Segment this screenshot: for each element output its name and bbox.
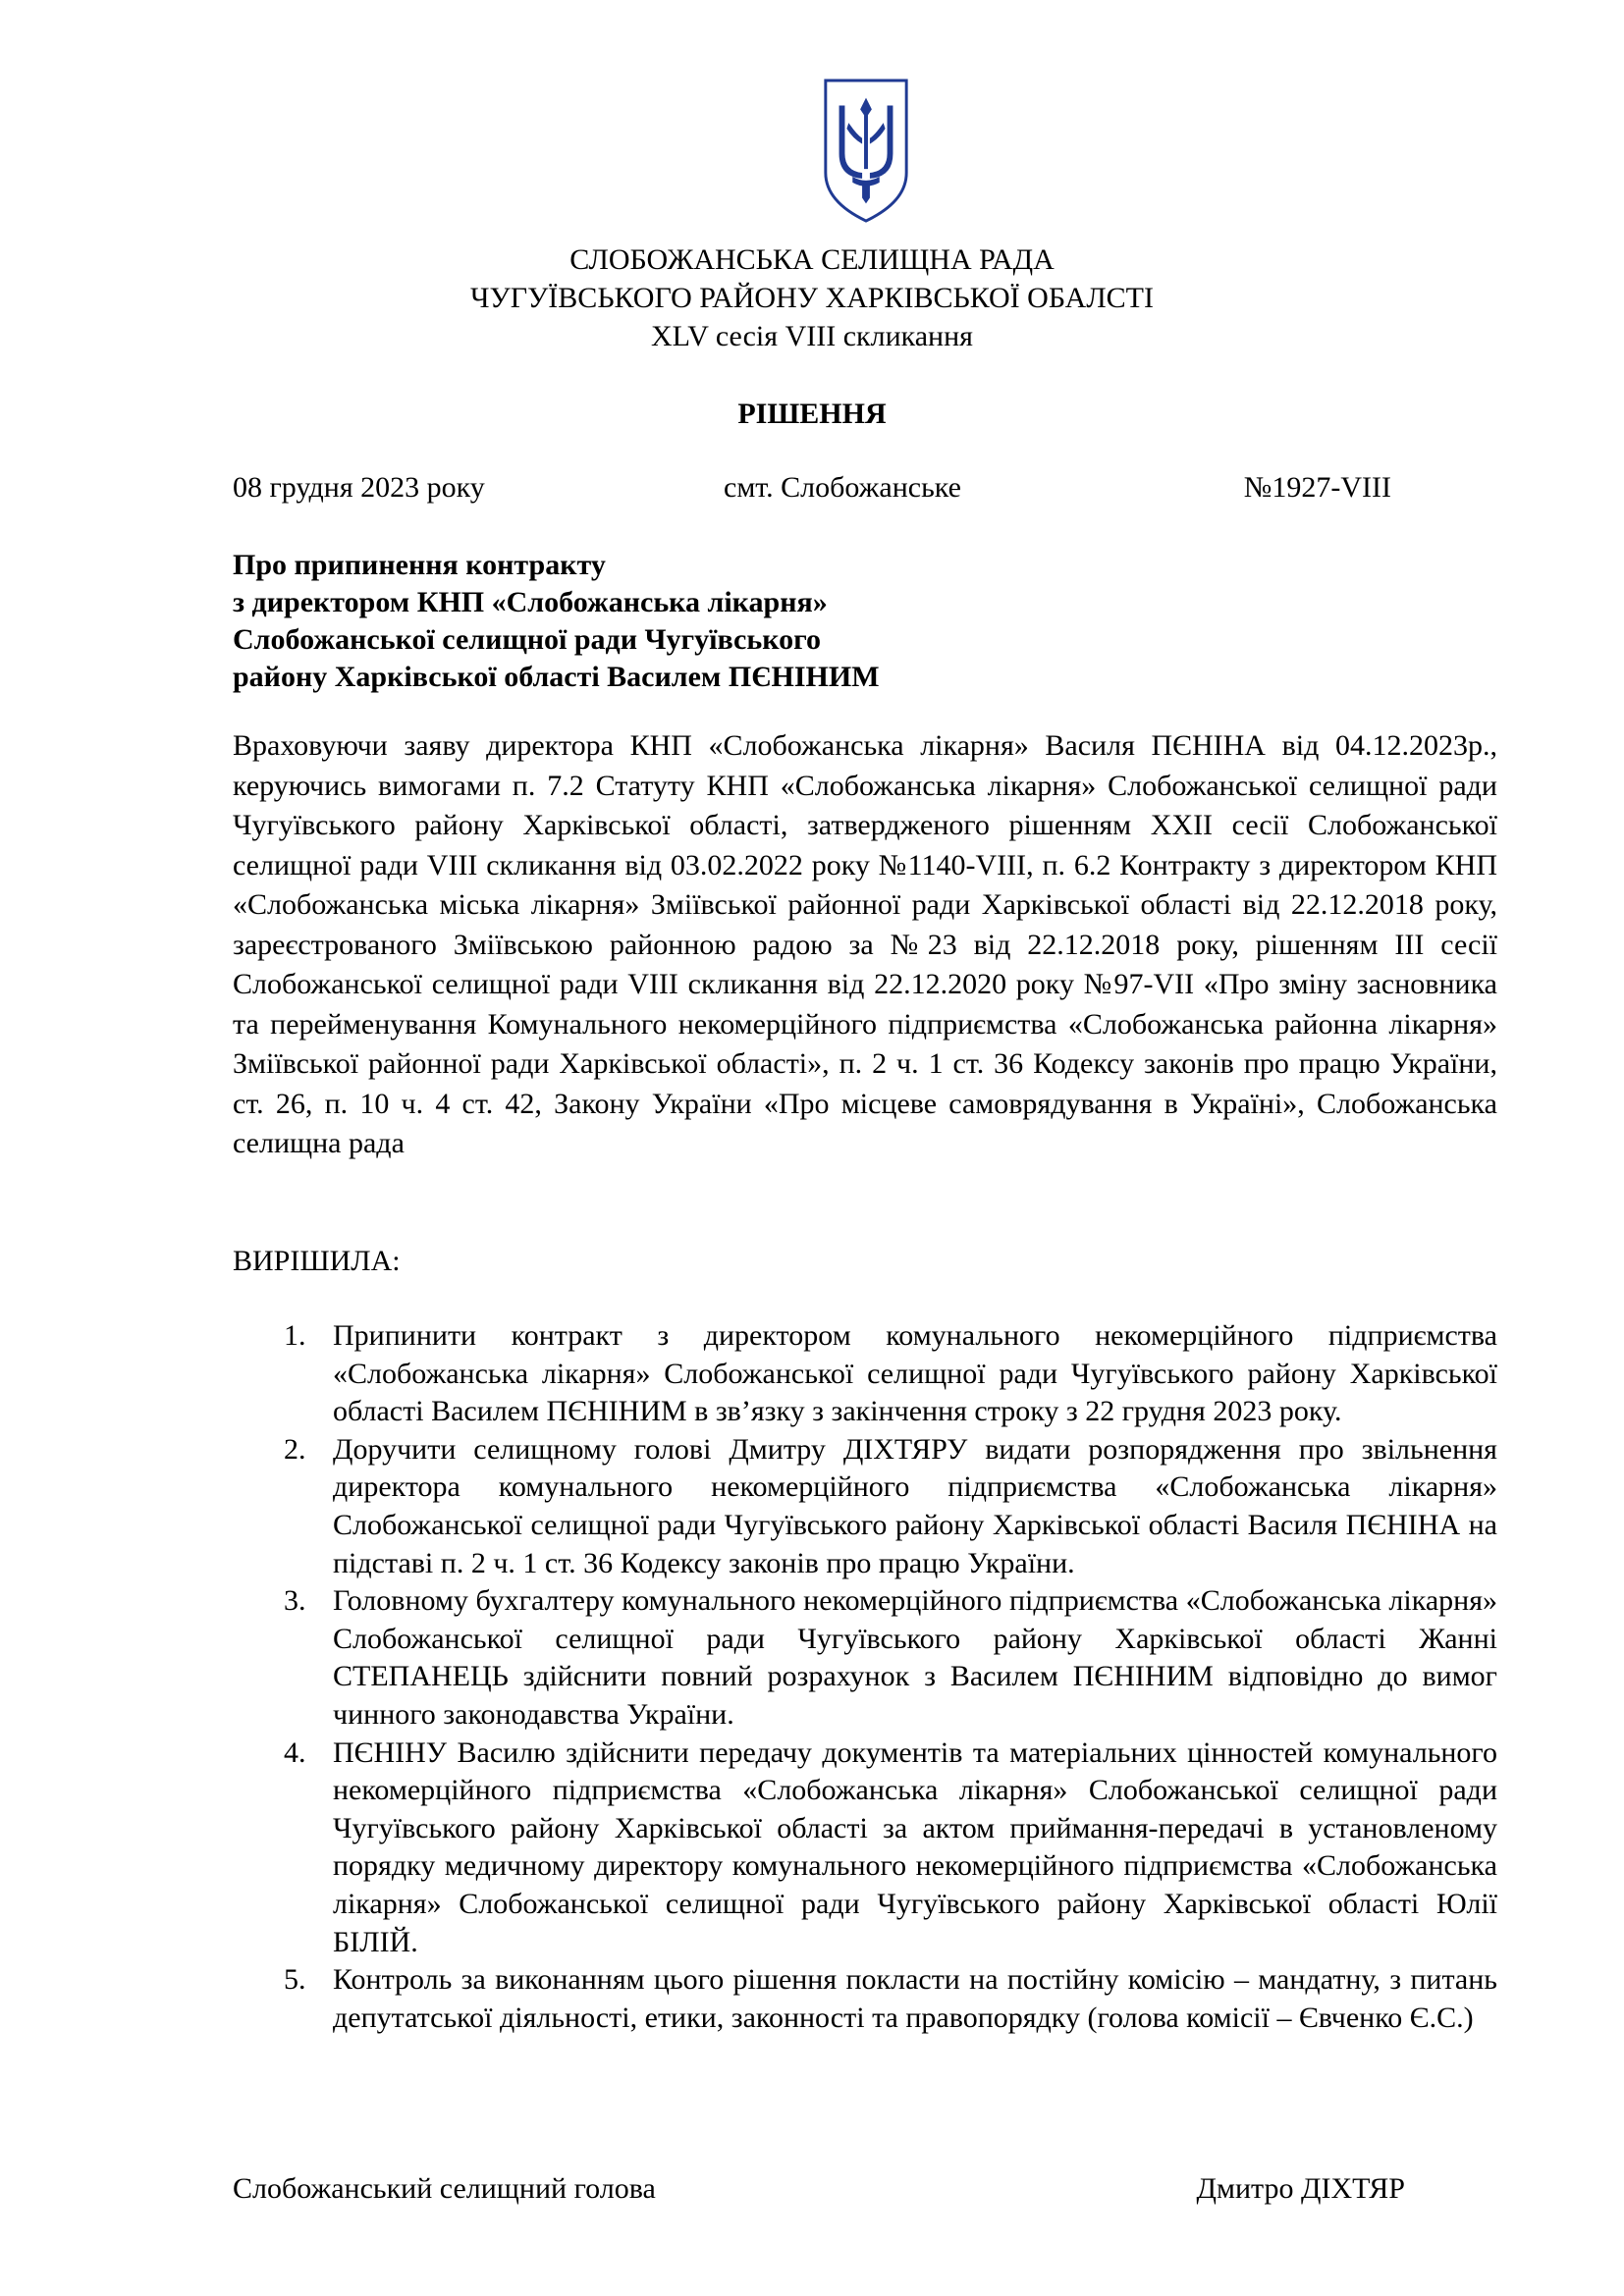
session-name: XLV сесія VIII скликання xyxy=(651,320,973,352)
decision-item xyxy=(233,1735,1497,1962)
item-text: Головному бухгалтеру комунального некомерційного підприємства «Слобожанська лікарня» Слобожанської селищної ради Чугуївського району Харківської області Жанні СТЕПАНЕЦЬ здійснити повний розрахунок з Василем ПЄНІНИМ відповідно до вимог чинного законодавства України. xyxy=(333,1584,1497,1731)
district-name: ЧУГУЇВСЬКОГО РАЙОНУ ХАРКІВСЬКОЇ ОБАЛСТІ xyxy=(469,282,1154,314)
item-text: Доручити селищному голові Дмитру ДІХТЯРУ видати розпорядження про звільнення директора комунального некомерційного підприємства «Слобожанська лікарня» Слобожанської селищної ради Чугуївського району Харківської області Василя ПЄНІНА на підставі п. 2 ч. 1 ст. 36 Кодексу законів про працю України. xyxy=(333,1432,1497,1579)
subject-line: з директором КНП «Слобожанська лікарня» xyxy=(233,586,828,618)
signatory-position: Слобожанський селищний голова xyxy=(233,2172,656,2205)
item-text: Контроль за виконанням цього рішення покласти на постійну комісію – мандатну, з питань депутатської діяльності, етики, законності та правопорядку (голова комісії – Євченко Є.С.) xyxy=(333,1963,1497,2034)
document-date: 08 грудня 2023 року xyxy=(233,471,485,504)
signature-block xyxy=(233,2169,1405,2208)
council-name: СЛОБОЖАНСЬКА СЕЛИЩНА РАДА xyxy=(569,243,1055,276)
item-number: 2. xyxy=(284,1432,306,1466)
decision-item xyxy=(233,1317,1497,1431)
item-text: ПЄНІНУ Василю здійснити передачу документів та матеріальних цінностей комунального некомерційного підприємства «Слобожанська лікарня» Слобожанської селищної ради Чугуївського району Харківської області за актом приймання-передачі в установленому порядку медичному директору комунального некомерційного підприємства «Слобожанська лікарня» Слобожанської селищної ради Чугуївського району Харківської області Юлії БІЛІЙ. xyxy=(333,1735,1497,1958)
item-number: 1. xyxy=(284,1319,306,1352)
trident-coat-of-arms-icon xyxy=(818,77,914,226)
item-text: Припинити контракт з директором комунального некомерційного підприємства «Слобожанська лікарня» Слобожанської селищної ради Чугуївського району Харківської області Василем ПЄНІНИМ в зв’язку з закінчення строку з 22 грудня 2023 року. xyxy=(333,1319,1497,1428)
decision-item xyxy=(233,1582,1497,1734)
decision-item xyxy=(233,1961,1497,2037)
item-number: 5. xyxy=(284,1963,306,1997)
document-subject xyxy=(233,547,880,696)
decided-heading: ВИРІШИЛА: xyxy=(233,1245,401,1277)
document-meta xyxy=(233,468,1391,507)
subject-line: Слобожанської селищної ради Чугуївського xyxy=(233,623,821,656)
signatory-name: Дмитро ДІХТЯР xyxy=(1196,2172,1405,2205)
subject-line: району Харківської області Василем ПЄНІНИМ xyxy=(233,661,880,693)
decision-list xyxy=(233,1317,1497,2037)
document-number: №1927-VIII xyxy=(1243,471,1391,504)
item-number: 4. xyxy=(284,1735,306,1769)
document-place: смт. Слобожанське xyxy=(724,471,961,504)
item-number: 3. xyxy=(284,1584,306,1618)
preamble-paragraph: Враховуючи заяву директора КНП «Слобожанська лікарня» Василя ПЄНІНА від 04.12.2023р., керуючись вимогами п. 7.2 Статуту КНП «Слобожанська лікарня» Слобожанської селищної ради Чугуївського району Харківської області, затвердженого рішенням XXII сесії Слобожанської селищної ради VIII скликання від 03.02.2022 року №1140-VIII, п. 6.2 Контракту з директором КНП «Слобожанська міська лікарня» Зміївської районної ради Харківської області від 22.12.2018 року, зареєстрованого Зміївською районною радою за №23 від 22.12.2018 року, рішенням III сесії Слобожанської селищної ради VIII скликання від 22.12.2020 року №97-VII «Про зміну засновника та перейменування Комунального некомерційного підприємства «Слобожанська районна лікарня» Зміївської районної ради Харківської області», п. 2 ч. 1 ст. 36 Кодексу законів про працю України, ст. 26, п. 10 ч. 4 ст. 42, Закону України «Про місцеве самоврядування в Україні», Слобожанська селищна рада xyxy=(233,729,1497,1159)
decision-item xyxy=(233,1431,1497,1582)
subject-line: Про припинення контракту xyxy=(233,549,606,581)
document-title: РІШЕННЯ xyxy=(737,398,887,430)
